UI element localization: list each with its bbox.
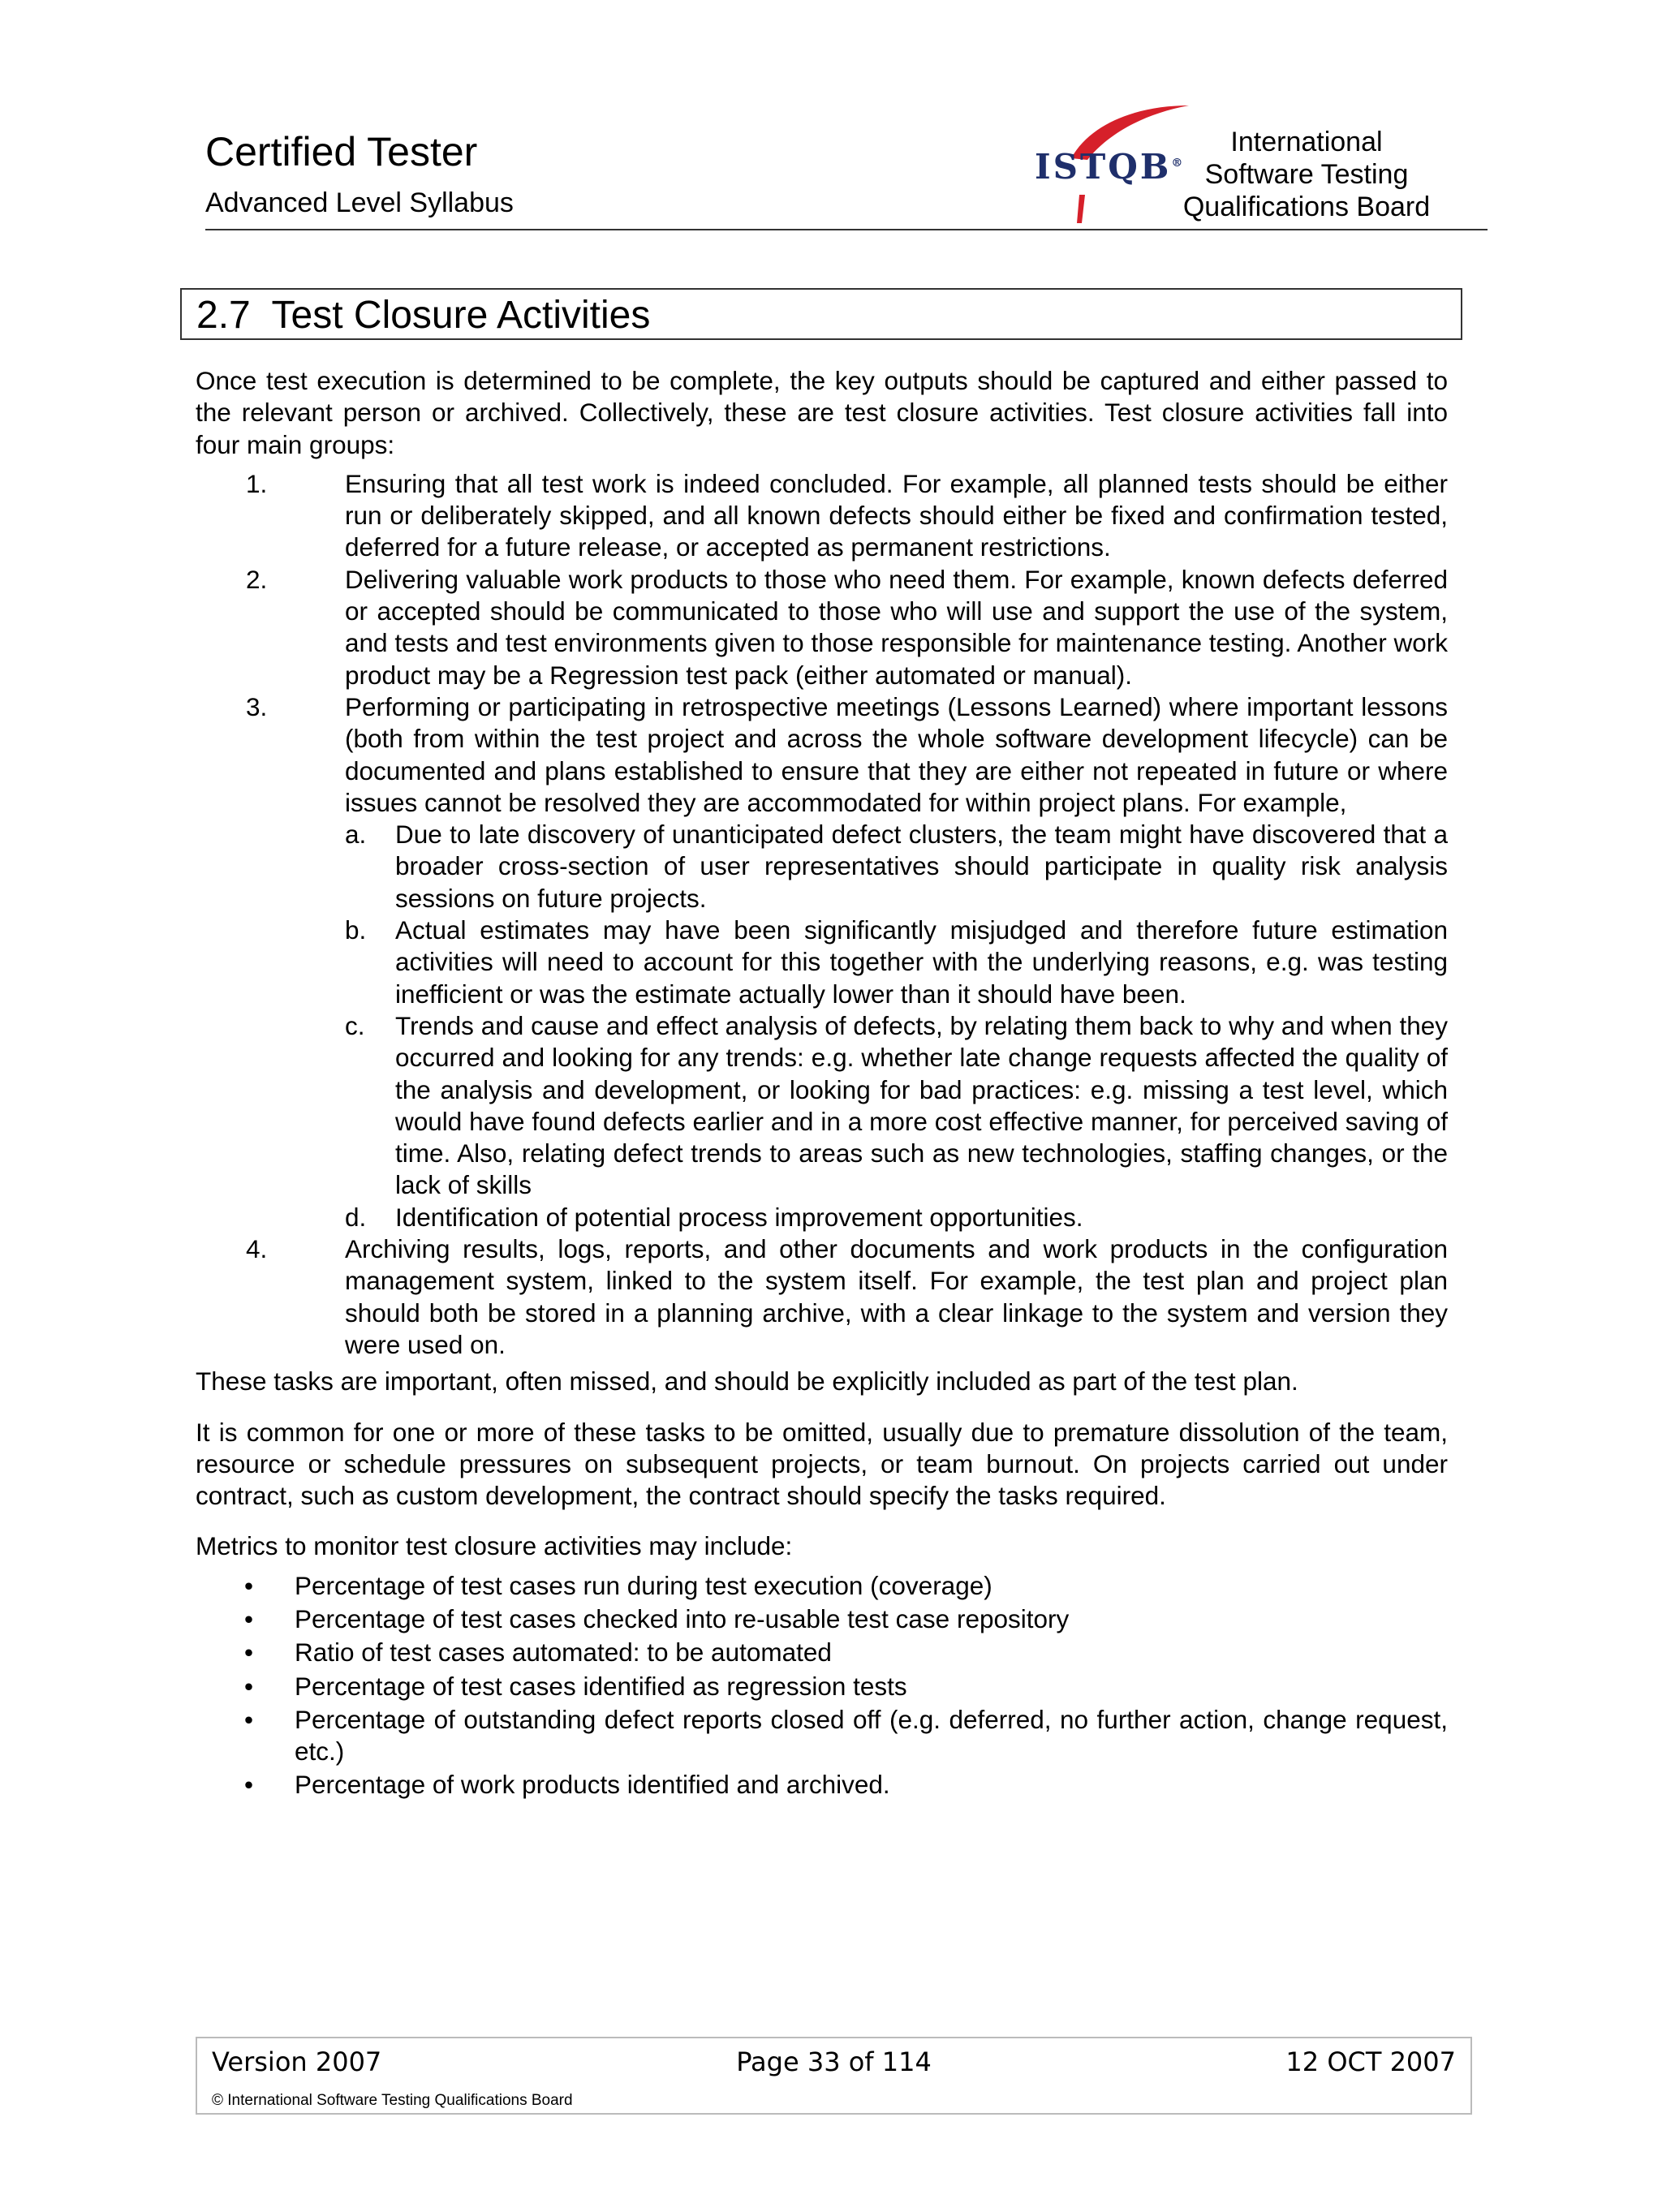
board-line: Qualifications Board [1182,192,1431,222]
section-heading-box [180,288,1462,340]
istqb-logo [1035,147,1186,187]
sub-list-text: Actual estimates may have been significantly misjudged and therefore future estimation activities will need to account for this together with the underlying reasons, e.g. was testing inefficient or was the estimate actually lower than it should have been. [395,915,1448,1009]
sub-list-item [345,819,1448,914]
sub-list-letter: b. [345,915,367,945]
metrics-intro: Metrics to monitor test closure activities may include: [196,1531,793,1561]
footer-copyright: © International Software Testing Qualifications Board [212,2092,573,2109]
board-line: International [1230,127,1383,157]
sub-list-text: Due to late discovery of unanticipated defect clusters, the team might have discovered that a broader cross-section of user representatives should participate in quality risk analysis sessions on future projects. [395,820,1448,913]
list-item [196,1637,1448,1668]
bullet-icon: • [244,1603,254,1633]
list-number: 4. [246,1234,268,1264]
sub-list-letter: a. [345,820,367,850]
list-number: 1. [246,468,268,498]
bullet-icon: • [244,1704,254,1734]
body-text [196,365,1448,1803]
metric-text: Percentage of test cases run during test execution (coverage) [295,1570,992,1600]
intro-paragraph: Once test execution is determined to be complete, the key outputs should be captured and either passed to the relevant person or archived. Collectively, these are test closure activities. Test closure activities fall into four main groups: [196,366,1448,459]
list-item [196,1769,1448,1801]
header-title: Certified Tester [205,129,478,174]
sub-list-item [345,914,1448,1010]
section-title: 2.7 Test Closure Activities [196,294,651,337]
bullet-icon: • [244,1770,254,1800]
page-footer [196,2037,1472,2115]
list-item-text: Performing or participating in retrospective meetings (Lessons Learned) where important lessons (both from within the test project and across the whole software development lifecycle) can be documented and plans established to ensure that they are either not repeated in future or where issues cannot be resolved they are accommodated for within project plans. For example, [345,691,1448,817]
header-rule [205,229,1488,230]
list-item [196,1570,1448,1602]
board-name [1169,126,1445,223]
list-item [196,1704,1448,1768]
header-subtitle: Advanced Level Syllabus [205,187,514,218]
sub-list-text: Identification of potential process improvement opportunities. [395,1202,1083,1232]
list-number: 2. [246,564,268,594]
sub-list-letter: d. [345,1202,367,1232]
registered-mark: ® [1171,157,1186,170]
list-item [196,691,1448,1233]
list-item [196,1603,1448,1635]
list-item [196,1233,1448,1361]
metrics-list [196,1570,1448,1801]
bullet-icon: • [244,1637,254,1668]
metric-text: Ratio of test cases automated: to be automated [295,1637,832,1668]
sub-list-item [345,1010,1448,1202]
footer-date: 12 OCT 2007 [1285,2046,1456,2077]
logo-wordmark: ISTQB [1035,147,1172,187]
bullet-icon: • [244,1570,254,1600]
list-number: 3. [246,691,268,721]
after-list-paragraph: These tasks are important, often missed, and should be explicitly included as part of the test plan. [196,1366,1298,1396]
list-item [196,1671,1448,1702]
list-item-text: Delivering valuable work products to those who need them. For example, known defects deferred or accepted should be communicated to those who will use and support the use of the system, and tests and test environments given to those responsible for maintenance testing. Another work product may be a Regression test pack (either automated or manual). [345,564,1448,690]
list-item [196,468,1448,564]
omitted-paragraph: It is common for one or more of these tasks to be omitted, usually due to premature dissolution of the team, resource or schedule pressures on subsequent projects, or team burnout. On projects carried out under contract, such as custom development, the contract should specify the tasks required. [196,1417,1448,1511]
metric-text: Percentage of work products identified and archived. [295,1770,890,1800]
list-item-text: Ensuring that all test work is indeed concluded. For example, all planned tests should be either run or deliberately skipped, and all known defects should either be fixed and confirmation tested, deferred for a future release, or accepted as permanent restrictions. [345,468,1448,562]
list-item-text: Archiving results, logs, reports, and other documents and work products in the configuration management system, linked to the system itself. For example, the test plan and project plan should both be stored in a planning archive, with a clear linkage to the system and version they were used on. [345,1234,1448,1359]
sub-list-text: Trends and cause and effect analysis of defects, by relating them back to why and when they occurred and looking for any trends: e.g. whether late change requests affected the quality of the analysis and development, or looking for bad practices: e.g. missing a test level, which would have found defects earlier and in a more cost effective manner, for perceived saving of time. Also, relating defect trends to areas such as new technologies, staffing changes, or the lack of skills [395,1010,1448,1200]
bullet-icon: • [244,1671,254,1701]
metric-text: Percentage of test cases checked into re-usable test case repository [295,1603,1070,1633]
sub-list-letter: c. [345,1010,365,1040]
footer-page-number: Page 33 of 114 [736,2046,932,2077]
metric-text: Percentage of outstanding defect reports closed off (e.g. deferred, no further action, change request, etc.) [295,1704,1448,1767]
footer-version: Version 2007 [212,2046,382,2077]
board-line: Software Testing [1204,159,1409,190]
list-item [196,564,1448,691]
sub-list-item [345,1202,1448,1233]
metric-text: Percentage of test cases identified as regression tests [295,1671,907,1701]
sub-list [345,819,1448,1233]
closure-groups-list [196,468,1448,1361]
